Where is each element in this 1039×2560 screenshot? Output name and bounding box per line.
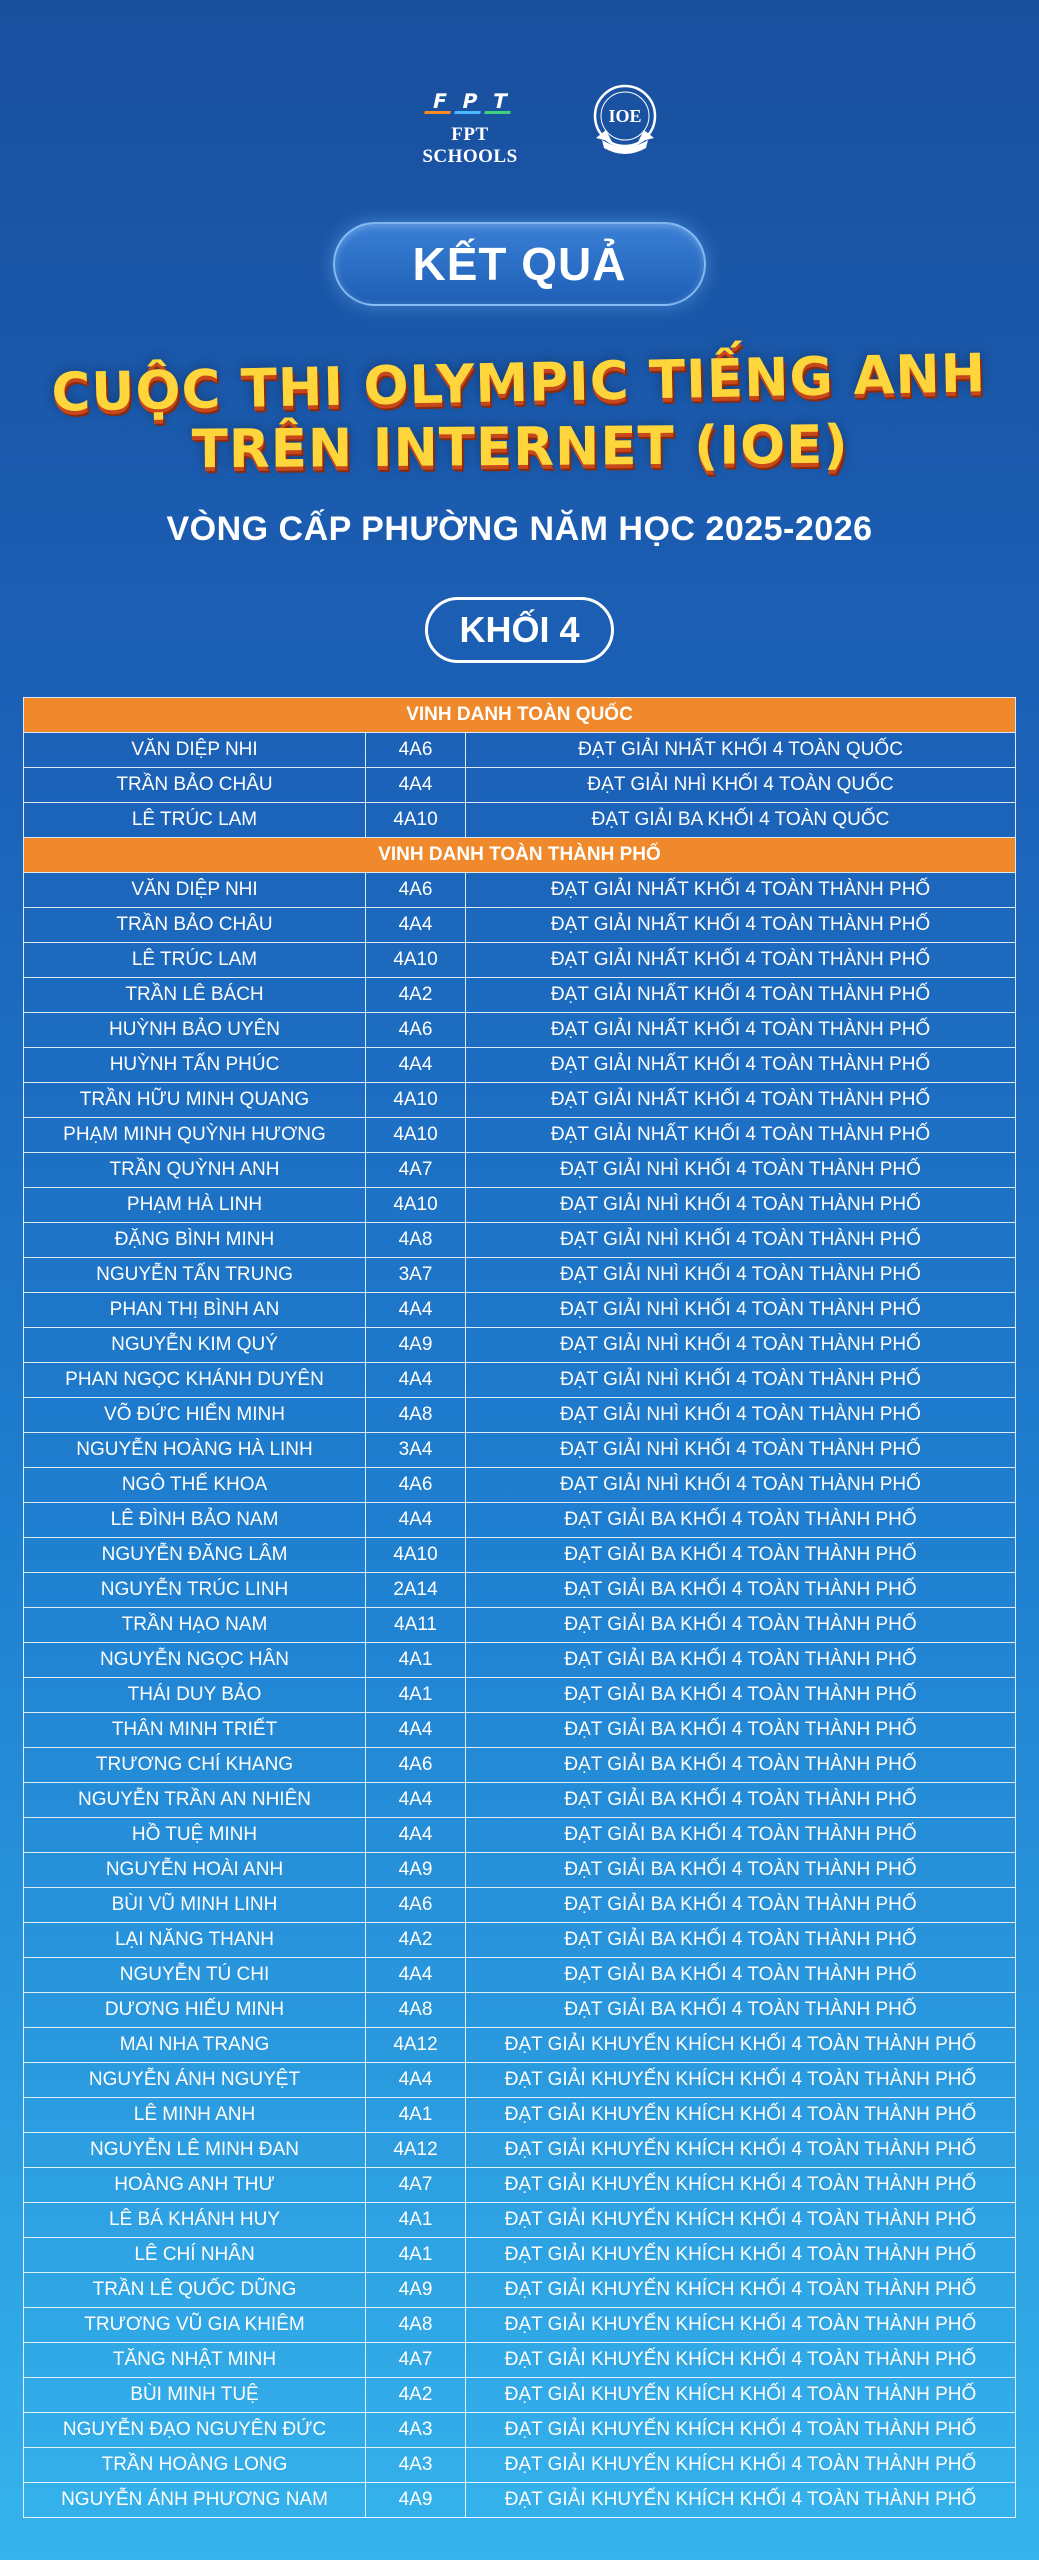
student-name-cell: TRẦN QUỲNH ANH [24,1153,366,1188]
award-cell: ĐẠT GIẢI NHẤT KHỐI 4 TOÀN THÀNH PHỐ [466,1013,1016,1048]
contest-heading-line1: CUỘC THI OLYMPIC TIẾNG ANH [50,343,987,424]
award-cell: ĐẠT GIẢI KHUYẾN KHÍCH KHỐI 4 TOÀN THÀNH PHỐ [466,2238,1016,2273]
class-cell: 4A10 [366,1188,466,1223]
award-cell: ĐẠT GIẢI KHUYẾN KHÍCH KHỐI 4 TOÀN THÀNH PHỐ [466,2203,1016,2238]
section-title: VINH DANH TOÀN THÀNH PHỐ [24,838,1016,873]
award-cell: ĐẠT GIẢI KHUYẾN KHÍCH KHỐI 4 TOÀN THÀNH PHỐ [466,2098,1016,2133]
student-name-cell: NGUYỄN KIM QUÝ [24,1328,366,1363]
table-row [24,1223,1016,1258]
award-cell: ĐẠT GIẢI NHÌ KHỐI 4 TOÀN THÀNH PHỐ [466,1363,1016,1398]
award-cell: ĐẠT GIẢI BA KHỐI 4 TOÀN THÀNH PHỐ [466,1503,1016,1538]
class-cell: 4A12 [366,2028,466,2063]
award-cell: ĐẠT GIẢI BA KHỐI 4 TOÀN THÀNH PHỐ [466,1853,1016,1888]
class-cell: 4A4 [366,1293,466,1328]
class-cell: 4A7 [366,2168,466,2203]
student-name-cell: PHAN THỊ BÌNH AN [24,1293,366,1328]
student-name-cell: VÕ ĐỨC HIỂN MINH [24,1398,366,1433]
class-cell: 4A2 [366,1923,466,1958]
table-row [24,1398,1016,1433]
award-cell: ĐẠT GIẢI KHUYẾN KHÍCH KHỐI 4 TOÀN THÀNH PHỐ [466,2378,1016,2413]
class-cell: 4A3 [366,2413,466,2448]
table-row [24,2378,1016,2413]
award-cell: ĐẠT GIẢI BA KHỐI 4 TOÀN THÀNH PHỐ [466,1643,1016,1678]
student-name-cell: PHẠM HÀ LINH [24,1188,366,1223]
table-row [24,1503,1016,1538]
contest-heading [19,342,1020,491]
award-cell: ĐẠT GIẢI NHÌ KHỐI 4 TOÀN THÀNH PHỐ [466,1293,1016,1328]
table-row [24,1853,1016,1888]
student-name-cell: HỒ TUỆ MINH [24,1818,366,1853]
student-name-cell: NGUYỄN HOÀI ANH [24,1853,366,1888]
class-cell: 4A7 [366,1153,466,1188]
fpt-letter-f: F [424,88,456,114]
class-cell: 4A10 [366,1118,466,1153]
student-name-cell: HUỲNH TẤN PHÚC [24,1048,366,1083]
table-row [24,1363,1016,1398]
award-cell: ĐẠT GIẢI NHÌ KHỐI 4 TOÀN THÀNH PHỐ [466,1398,1016,1433]
student-name-cell: PHAN NGỌC KHÁNH DUYÊN [24,1363,366,1398]
award-cell: ĐẠT GIẢI BA KHỐI 4 TOÀN THÀNH PHỐ [466,1818,1016,1853]
section-header-row [24,838,1016,873]
class-cell: 4A4 [366,1503,466,1538]
student-name-cell: BÙI VŨ MINH LINH [24,1888,366,1923]
class-cell: 4A12 [366,2133,466,2168]
student-name-cell: TRƯƠNG CHÍ KHANG [24,1748,366,1783]
table-row [24,733,1016,768]
table-row [24,1538,1016,1573]
award-cell: ĐẠT GIẢI NHẤT KHỐI 4 TOÀN THÀNH PHỐ [466,1083,1016,1118]
student-name-cell: TRẦN BẢO CHÂU [24,768,366,803]
award-cell: ĐẠT GIẢI BA KHỐI 4 TOÀN THÀNH PHỐ [466,1923,1016,1958]
award-cell: ĐẠT GIẢI BA KHỐI 4 TOÀN THÀNH PHỐ [466,1713,1016,1748]
award-cell: ĐẠT GIẢI NHÌ KHỐI 4 TOÀN THÀNH PHỐ [466,1223,1016,1258]
student-name-cell: TRẦN BẢO CHÂU [24,908,366,943]
award-cell: ĐẠT GIẢI BA KHỐI 4 TOÀN THÀNH PHỐ [466,1783,1016,1818]
class-cell: 4A8 [366,1398,466,1433]
class-cell: 4A6 [366,1748,466,1783]
table-row [24,1328,1016,1363]
table-row [24,1188,1016,1223]
table-row [24,1083,1016,1118]
fpt-schools-logo [410,88,530,168]
section-header-row [24,698,1016,733]
table-row [24,2483,1016,2518]
class-cell: 4A4 [366,768,466,803]
student-name-cell: TRẦN LÊ BÁCH [24,978,366,1013]
class-cell: 4A6 [366,733,466,768]
award-cell: ĐẠT GIẢI BA KHỐI 4 TOÀN QUỐC [466,803,1016,838]
table-row [24,1573,1016,1608]
class-cell: 4A8 [366,2308,466,2343]
class-cell: 2A14 [366,1573,466,1608]
class-cell: 4A1 [366,2238,466,2273]
award-cell: ĐẠT GIẢI BA KHỐI 4 TOÀN THÀNH PHỐ [466,1748,1016,1783]
student-name-cell: THÁI DUY BẢO [24,1678,366,1713]
class-cell: 4A2 [366,2378,466,2413]
award-cell: ĐẠT GIẢI KHUYẾN KHÍCH KHỐI 4 TOÀN THÀNH PHỐ [466,2483,1016,2518]
class-cell: 4A9 [366,2273,466,2308]
table-row [24,2343,1016,2378]
award-cell: ĐẠT GIẢI KHUYẾN KHÍCH KHỐI 4 TOÀN THÀNH PHỐ [466,2343,1016,2378]
class-cell: 4A4 [366,1818,466,1853]
award-cell: ĐẠT GIẢI KHUYẾN KHÍCH KHỐI 4 TOÀN THÀNH PHỐ [466,2308,1016,2343]
class-cell: 3A7 [366,1258,466,1293]
class-cell: 4A6 [366,1888,466,1923]
table-row [24,2448,1016,2483]
student-name-cell: LÊ ĐÌNH BẢO NAM [24,1503,366,1538]
table-row [24,1153,1016,1188]
results-table-wrap [23,697,1015,2518]
table-row [24,803,1016,838]
award-cell: ĐẠT GIẢI KHUYẾN KHÍCH KHỐI 4 TOÀN THÀNH PHỐ [466,2413,1016,2448]
class-cell: 4A2 [366,978,466,1013]
class-cell: 4A9 [366,1853,466,1888]
table-row [24,1958,1016,1993]
table-row [24,1013,1016,1048]
table-row [24,1713,1016,1748]
contest-heading-line2: TRÊN INTERNET (IOE) [191,414,849,481]
student-name-cell: LÊ TRÚC LAM [24,803,366,838]
table-row [24,1118,1016,1153]
class-cell: 4A7 [366,2343,466,2378]
student-name-cell: NGUYỄN TRÚC LINH [24,1573,366,1608]
student-name-cell: ĐẶNG BÌNH MINH [24,1223,366,1258]
class-cell: 4A4 [366,1958,466,1993]
ioe-emblem-text: IOE [608,106,642,126]
award-cell: ĐẠT GIẢI BA KHỐI 4 TOÀN THÀNH PHỐ [466,1573,1016,1608]
table-row [24,1748,1016,1783]
class-cell: 4A10 [366,1538,466,1573]
class-cell: 4A1 [366,2098,466,2133]
class-cell: 4A6 [366,873,466,908]
table-row [24,2308,1016,2343]
award-cell: ĐẠT GIẢI NHẤT KHỐI 4 TOÀN THÀNH PHỐ [466,943,1016,978]
round-subheading: VÒNG CẤP PHƯỜNG NĂM HỌC 2025-2026 [166,510,873,548]
table-row [24,2098,1016,2133]
student-name-cell: HUỲNH BẢO UYÊN [24,1013,366,1048]
table-row [24,1293,1016,1328]
class-cell: 3A4 [366,1433,466,1468]
student-name-cell: THÂN MINH TRIẾT [24,1713,366,1748]
student-name-cell: NGUYỄN ÁNH NGUYỆT [24,2063,366,2098]
student-name-cell: NGUYỄN NGỌC HÂN [24,1643,366,1678]
award-cell: ĐẠT GIẢI NHẤT KHỐI 4 TOÀN THÀNH PHỐ [466,908,1016,943]
student-name-cell: NGUYỄN HOÀNG HÀ LINH [24,1433,366,1468]
student-name-cell: LẠI NĂNG THANH [24,1923,366,1958]
award-cell: ĐẠT GIẢI NHÌ KHỐI 4 TOÀN QUỐC [466,768,1016,803]
student-name-cell: TRẦN HỮU MINH QUANG [24,1083,366,1118]
award-cell: ĐẠT GIẢI NHÌ KHỐI 4 TOÀN THÀNH PHỐ [466,1468,1016,1503]
student-name-cell: HOÀNG ANH THƯ [24,2168,366,2203]
student-name-cell: LÊ TRÚC LAM [24,943,366,978]
award-cell: ĐẠT GIẢI NHẤT KHỐI 4 TOÀN THÀNH PHỐ [466,1118,1016,1153]
award-cell: ĐẠT GIẢI NHÌ KHỐI 4 TOÀN THÀNH PHỐ [466,1188,1016,1223]
award-cell: ĐẠT GIẢI KHUYẾN KHÍCH KHỐI 4 TOÀN THÀNH PHỐ [466,2063,1016,2098]
class-cell: 4A4 [366,908,466,943]
table-row [24,873,1016,908]
award-cell: ĐẠT GIẢI KHUYẾN KHÍCH KHỐI 4 TOÀN THÀNH PHỐ [466,2273,1016,2308]
table-row [24,1608,1016,1643]
student-name-cell: NGUYỄN ĐẠO NGUYÊN ĐỨC [24,2413,366,2448]
student-name-cell: BÙI MINH TUỆ [24,2378,366,2413]
table-row [24,1643,1016,1678]
table-row [24,2238,1016,2273]
table-row [24,2063,1016,2098]
student-name-cell: MAI NHA TRANG [24,2028,366,2063]
fpt-logo-mark [427,88,513,114]
results-table-body [24,698,1016,2518]
results-table [23,697,1016,2518]
award-cell: ĐẠT GIẢI KHUYẾN KHÍCH KHỐI 4 TOÀN THÀNH PHỐ [466,2133,1016,2168]
class-cell: 4A4 [366,1048,466,1083]
table-row [24,1678,1016,1713]
award-cell: ĐẠT GIẢI KHUYẾN KHÍCH KHỐI 4 TOÀN THÀNH PHỐ [466,2168,1016,2203]
class-cell: 4A1 [366,1643,466,1678]
class-cell: 4A8 [366,1223,466,1258]
award-cell: ĐẠT GIẢI KHUYẾN KHÍCH KHỐI 4 TOÀN THÀNH PHỐ [466,2448,1016,2483]
student-name-cell: VĂN DIỆP NHI [24,733,366,768]
class-cell: 4A4 [366,2063,466,2098]
table-row [24,2028,1016,2063]
award-cell: ĐẠT GIẢI NHÌ KHỐI 4 TOÀN THÀNH PHỐ [466,1153,1016,1188]
award-cell: ĐẠT GIẢI NHẤT KHỐI 4 TOÀN THÀNH PHỐ [466,1048,1016,1083]
student-name-cell: TRẦN LÊ QUỐC DŨNG [24,2273,366,2308]
table-row [24,908,1016,943]
student-name-cell: LÊ CHÍ NHÂN [24,2238,366,2273]
student-name-cell: DƯƠNG HIẾU MINH [24,1993,366,2028]
fpt-letter-p: P [454,88,486,114]
student-name-cell: NGUYỄN ĐĂNG LÂM [24,1538,366,1573]
award-cell: ĐẠT GIẢI NHÌ KHỐI 4 TOÀN THÀNH PHỐ [466,1433,1016,1468]
class-cell: 4A10 [366,1083,466,1118]
table-row [24,1258,1016,1293]
grade-badge: KHỐI 4 [425,597,614,663]
class-cell: 4A11 [366,1608,466,1643]
table-row [24,943,1016,978]
student-name-cell: NGUYỄN TRẦN AN NHIÊN [24,1783,366,1818]
award-cell: ĐẠT GIẢI NHÌ KHỐI 4 TOÀN THÀNH PHỐ [466,1328,1016,1363]
award-cell: ĐẠT GIẢI BA KHỐI 4 TOÀN THÀNH PHỐ [466,1958,1016,1993]
class-cell: 4A6 [366,1468,466,1503]
table-row [24,2168,1016,2203]
student-name-cell: TĂNG NHẬT MINH [24,2343,366,2378]
student-name-cell: NGUYỄN TÚ CHI [24,1958,366,1993]
logo-bar [0,78,1039,168]
award-cell: ĐẠT GIẢI BA KHỐI 4 TOÀN THÀNH PHỐ [466,1538,1016,1573]
table-row [24,1818,1016,1853]
table-row [24,1468,1016,1503]
table-row [24,2413,1016,2448]
class-cell: 4A9 [366,1328,466,1363]
class-cell: 4A3 [366,2448,466,2483]
results-title: KẾT QUẢ [333,222,706,306]
student-name-cell: TRẦN HẠO NAM [24,1608,366,1643]
table-row [24,2133,1016,2168]
class-cell: 4A1 [366,1678,466,1713]
table-row [24,1783,1016,1818]
class-cell: 4A4 [366,1713,466,1748]
table-row [24,2273,1016,2308]
student-name-cell: VĂN DIỆP NHI [24,873,366,908]
table-row [24,2203,1016,2238]
student-name-cell: NGUYỄN ÁNH PHƯƠNG NAM [24,2483,366,2518]
section-title: VINH DANH TOÀN QUỐC [24,698,1016,733]
class-cell: 4A8 [366,1993,466,2028]
student-name-cell: NGUYỄN LÊ MINH ĐAN [24,2133,366,2168]
award-cell: ĐẠT GIẢI BA KHỐI 4 TOÀN THÀNH PHỐ [466,1608,1016,1643]
class-cell: 4A10 [366,803,466,838]
fpt-letter-t: T [484,88,516,114]
table-row [24,768,1016,803]
award-cell: ĐẠT GIẢI KHUYẾN KHÍCH KHỐI 4 TOÀN THÀNH PHỐ [466,2028,1016,2063]
award-cell: ĐẠT GIẢI BA KHỐI 4 TOÀN THÀNH PHỐ [466,1888,1016,1923]
award-cell: ĐẠT GIẢI NHÌ KHỐI 4 TOÀN THÀNH PHỐ [466,1258,1016,1293]
class-cell: 4A6 [366,1013,466,1048]
student-name-cell: NGÔ THẾ KHOA [24,1468,366,1503]
class-cell: 4A4 [366,1783,466,1818]
table-row [24,1048,1016,1083]
table-row [24,1993,1016,2028]
student-name-cell: LÊ BÁ KHÁNH HUY [24,2203,366,2238]
award-cell: ĐẠT GIẢI NHẤT KHỐI 4 TOÀN THÀNH PHỐ [466,978,1016,1013]
student-name-cell: PHẠM MINH QUỲNH HƯƠNG [24,1118,366,1153]
student-name-cell: TRƯƠNG VŨ GIA KHIÊM [24,2308,366,2343]
ioe-emblem-icon [582,78,668,164]
award-cell: ĐẠT GIẢI NHẤT KHỐI 4 TOÀN THÀNH PHỐ [466,873,1016,908]
class-cell: 4A10 [366,943,466,978]
award-cell: ĐẠT GIẢI NHẤT KHỐI 4 TOÀN QUỐC [466,733,1016,768]
student-name-cell: TRẦN HOÀNG LONG [24,2448,366,2483]
student-name-cell: LÊ MINH ANH [24,2098,366,2133]
award-cell: ĐẠT GIẢI BA KHỐI 4 TOÀN THÀNH PHỐ [466,1993,1016,2028]
table-row [24,978,1016,1013]
class-cell: 4A4 [366,1363,466,1398]
fpt-schools-name: FPT SCHOOLS [422,124,518,167]
table-row [24,1888,1016,1923]
class-cell: 4A1 [366,2203,466,2238]
table-row [24,1433,1016,1468]
table-row [24,1923,1016,1958]
class-cell: 4A9 [366,2483,466,2518]
award-cell: ĐẠT GIẢI BA KHỐI 4 TOÀN THÀNH PHỐ [466,1678,1016,1713]
student-name-cell: NGUYỄN TẤN TRUNG [24,1258,366,1293]
